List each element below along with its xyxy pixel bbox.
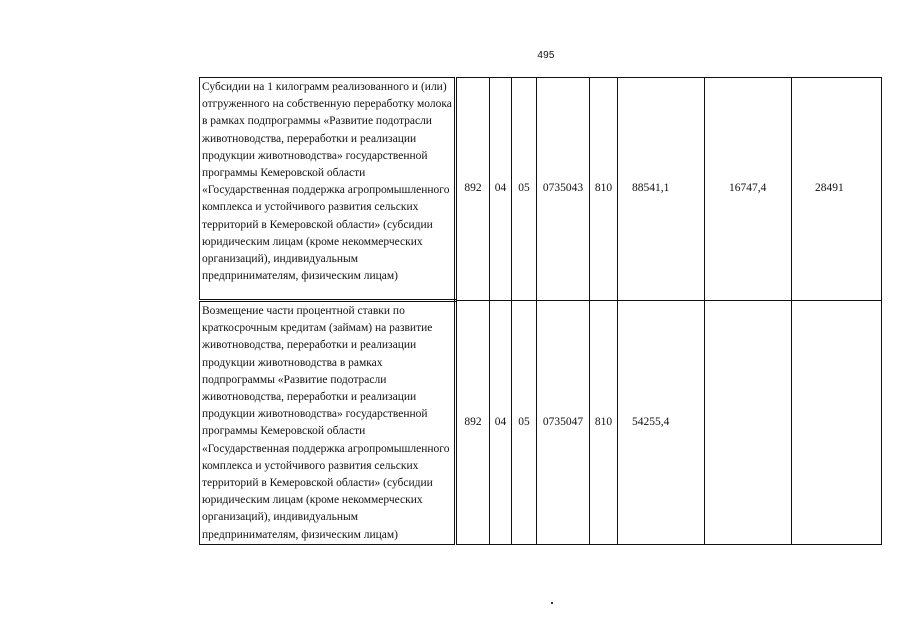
amount-3-cell (792, 301, 882, 545)
amount-2-cell (705, 301, 792, 545)
target-item-code-cell: 0735047 (537, 301, 590, 545)
ministry-code-cell: 892 (456, 78, 490, 301)
section-code-cell: 04 (490, 78, 512, 301)
subsection-code-cell: 05 (512, 301, 537, 545)
amount-2-cell: 16747,4 (705, 78, 792, 301)
section-code-cell: 04 (490, 301, 512, 545)
scan-speck (551, 602, 553, 604)
amount-1-cell: 88541,1 (618, 78, 705, 301)
row-name-cell: Субсидии на 1 килограмм реализованного и (или) отгруженного на собственную переработку молока в рамках подпрограммы «Развитие подотрасли животноводства, переработки и реализации продукции животноводства» государственной программы Кемеровской области «Государственная поддержка агропромышленного комплекса и устойчивого развития сельских территорий в Кемеровской области» (субсидии юридическим лицам (кроме некоммерческих организаций), индивидуальным предпринимателям, физическим лицам) (200, 78, 456, 301)
page-number: 495 (537, 50, 555, 61)
budget-table (199, 77, 882, 545)
subsection-code-cell: 05 (512, 78, 537, 301)
ministry-code-cell: 892 (456, 301, 490, 545)
amount-1-cell: 54255,4 (618, 301, 705, 545)
target-item-code-cell: 0735043 (537, 78, 590, 301)
expense-type-code-cell: 810 (590, 301, 618, 545)
table-row (200, 78, 882, 301)
table-row (200, 301, 882, 545)
expense-type-code-cell: 810 (590, 78, 618, 301)
amount-3-cell: 28491 (792, 78, 882, 301)
row-name-cell: Возмещение части процентной ставки по краткосрочным кредитам (займам) на развитие животноводства, переработки и реализации продукции животноводства в рамках подпрограммы «Развитие подотрасли животноводства, переработки и реализации продукции животноводства» государственной программы Кемеровской области «Государственная поддержка агропромышленного комплекса и устойчивого развития сельских территорий в Кемеровской области» (субсидии юридическим лицам (кроме некоммерческих организаций), индивидуальным предпринимателям, физическим лицам) (200, 301, 456, 545)
